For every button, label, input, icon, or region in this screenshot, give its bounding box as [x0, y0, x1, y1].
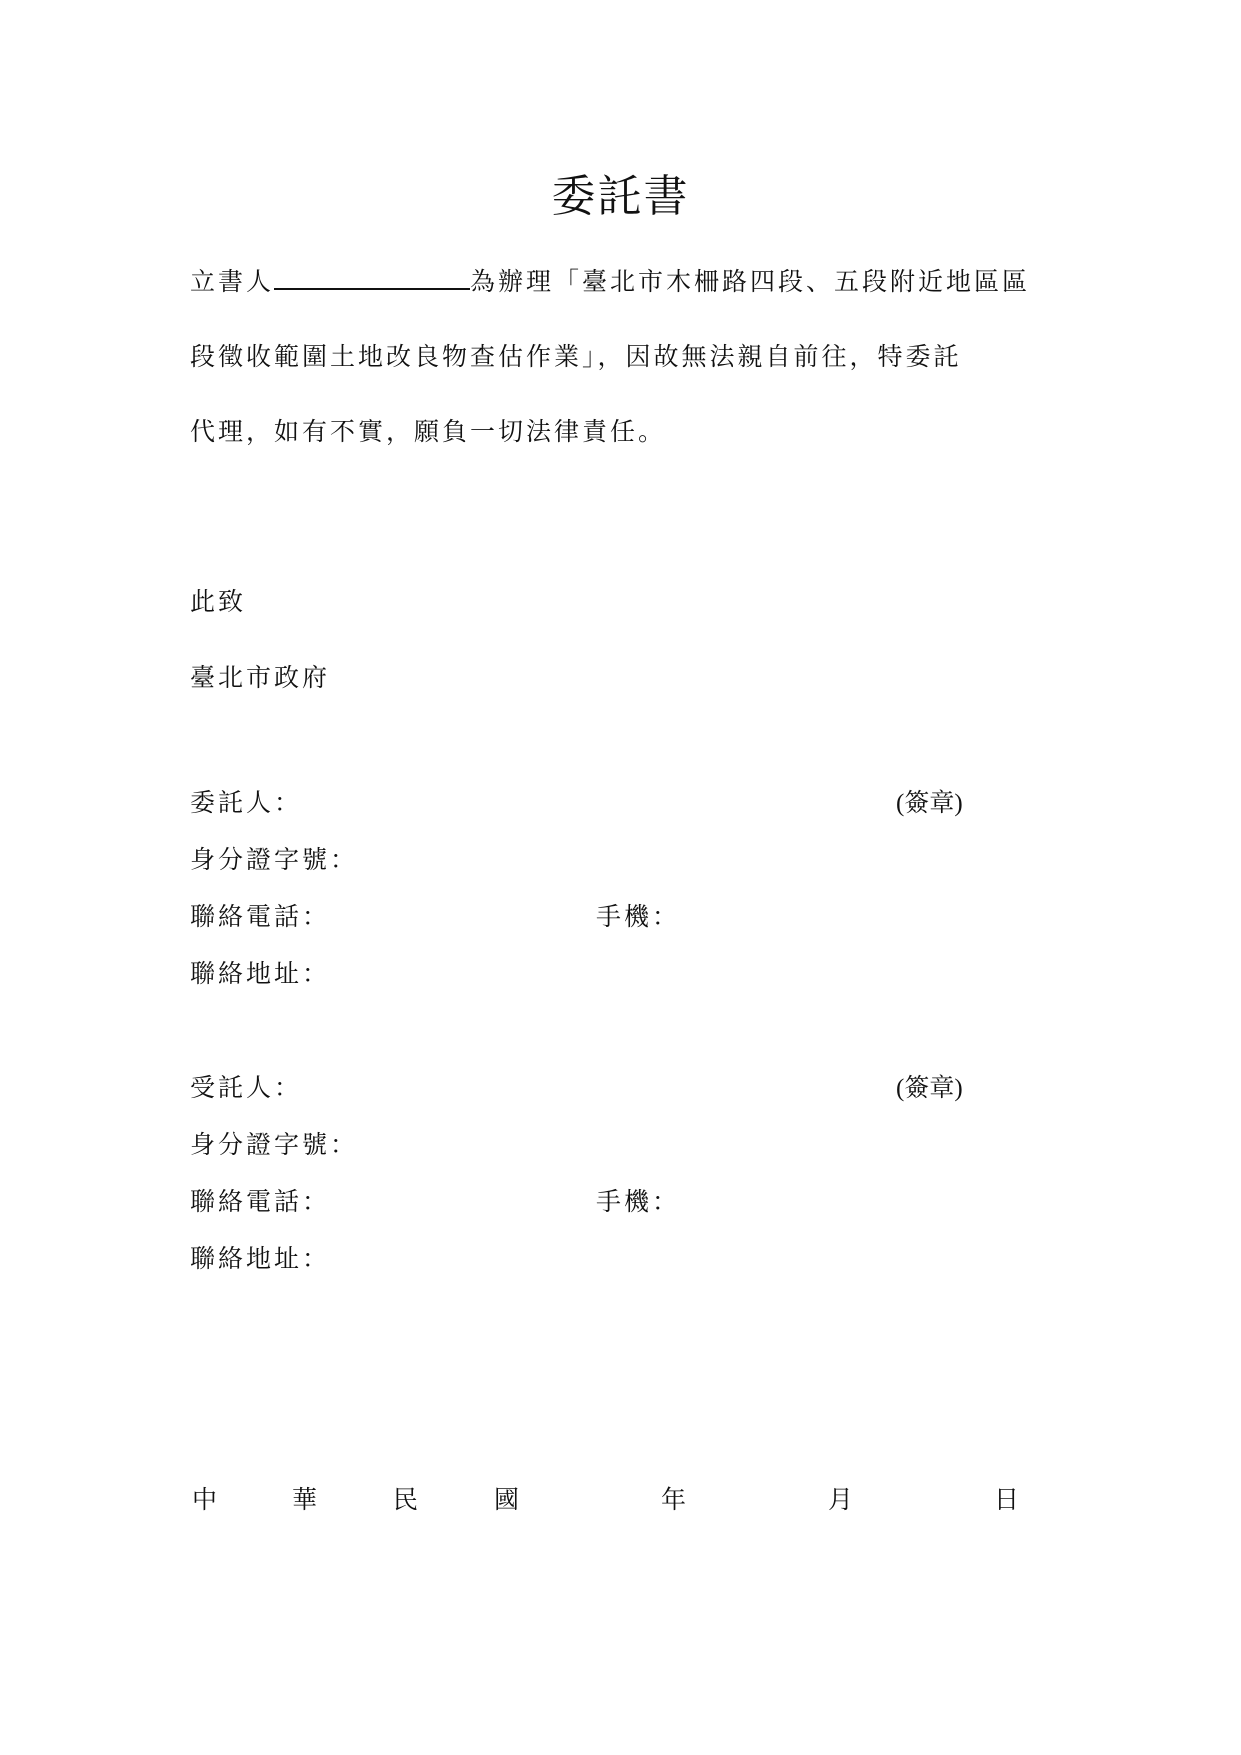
principal-signature-label: (簽章) [896, 790, 963, 817]
agent-id-label: 身分證字號： [190, 1130, 359, 1159]
paragraph-lead-text: 立書人 [190, 267, 275, 296]
declarant-name-blank[interactable] [274, 268, 470, 290]
date-char-hua: 華 [292, 1485, 318, 1514]
principal-id-label: 身分證字號： [190, 845, 359, 874]
agent-signature-label: (簽章) [896, 1075, 963, 1102]
principal-phone-label: 聯絡電話： [190, 902, 331, 931]
date-char-guo: 國 [494, 1485, 520, 1514]
principal-address-label: 聯絡地址： [190, 959, 331, 988]
principal-name-label: 委託人： [190, 788, 303, 817]
document-title: 委託書 [551, 171, 690, 222]
agent-name-label: 受託人： [190, 1073, 303, 1102]
agent-address-label: 聯絡地址： [190, 1244, 331, 1273]
date-day-label: 日 [994, 1485, 1020, 1514]
paragraph-line-2: 段徵收範圍土地改良物查估作業」，因故無法親自前往，特委託 [190, 342, 962, 371]
paragraph-line-3: 代理，如有不實，願負一切法律責任。 [190, 417, 667, 446]
date-month-label: 月 [828, 1485, 854, 1514]
recipient: 臺北市政府 [190, 663, 331, 692]
agent-phone-label: 聯絡電話： [190, 1187, 331, 1216]
date-char-zhong: 中 [192, 1485, 218, 1514]
date-char-min: 民 [393, 1485, 419, 1514]
principal-mobile-label: 手機： [596, 902, 681, 931]
date-year-label: 年 [661, 1485, 687, 1514]
salutation: 此致 [190, 587, 247, 616]
paragraph-line-1-text: 為辦理「臺北市木柵路四段、五段附近地區區 [470, 267, 1031, 296]
paragraph-line-1 [190, 262, 1030, 298]
agent-mobile-label: 手機： [596, 1187, 681, 1216]
